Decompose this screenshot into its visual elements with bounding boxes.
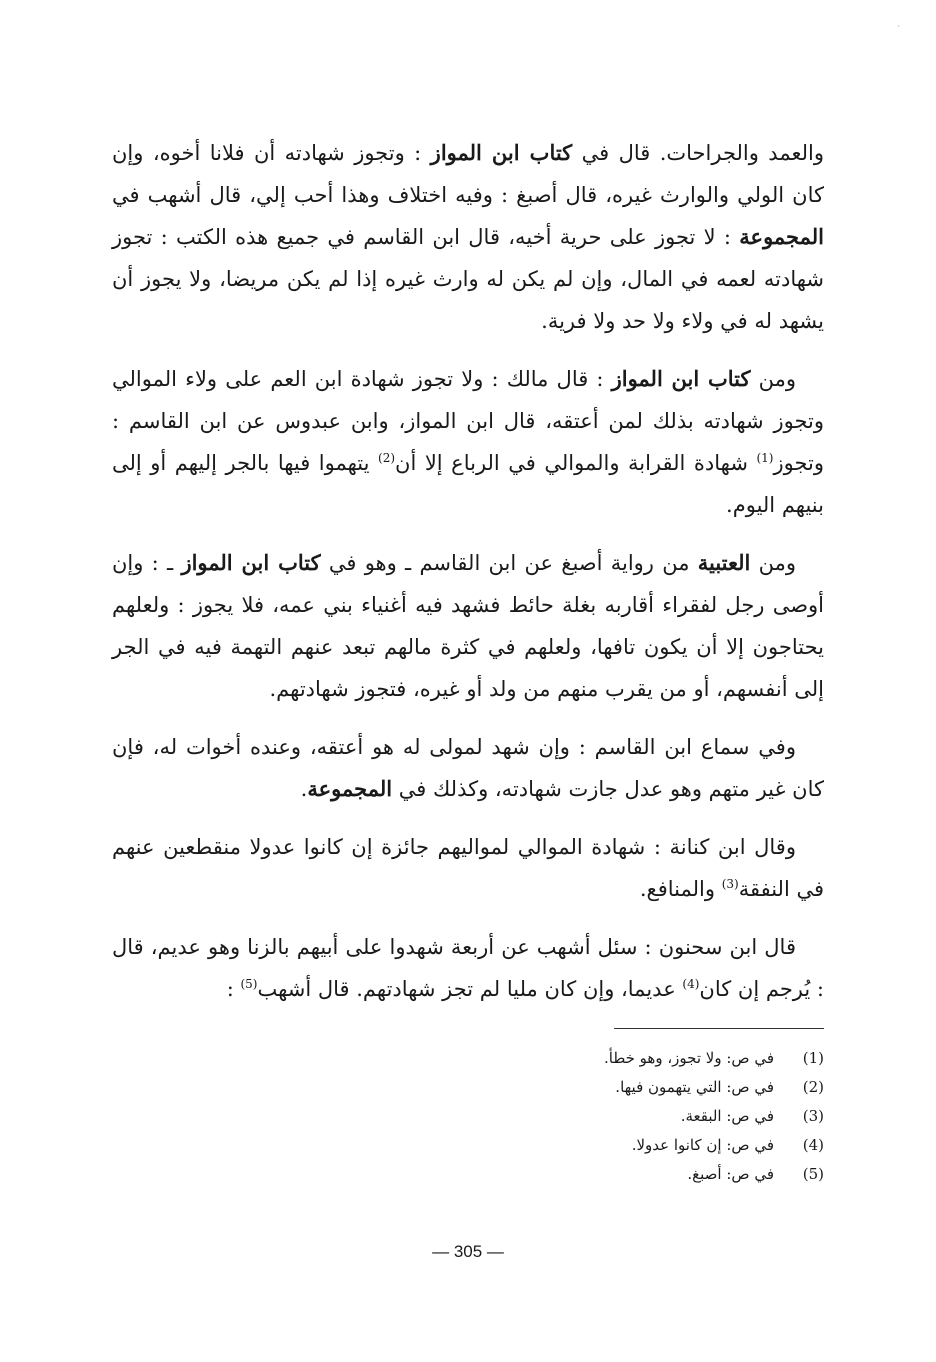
footnote [200,1131,824,1160]
footnote-text: في ص: التي يتهمون فيها. [615,1078,774,1096]
text-segment: يتهموا فيها بالجر إليهم أو إلى بنيهم اليوم. [112,451,824,517]
footnote [200,1044,824,1073]
text-segment: من رواية أصبغ عن ابن القاسم ـ وهو في [320,551,698,575]
page-number: — 305 — [432,1242,504,1261]
bold-title: العتبية [697,550,751,575]
text-segment: : لا تجوز على حرية أخيه، قال ابن القاسم في جميع هذه الكتب : تجوز شهادته لعمه في المال، وإن لم يكن له وارث غيره إذا لم يكن مريضا، ولا يجوز أن يشهد له في ولاء ولا حد ولا فرية. [112,225,824,333]
paragraph [112,358,824,526]
paragraph [112,542,824,710]
footnote-number: (5) [802,1165,824,1183]
text-segment: ـ : وإن أوصى رجل لفقراء أقاربه بغلة حائط فشهد فيه أغنياء بني عمه، فلا يجوز : ولعلهم يحتاجون إلا أن يكون تافها، ولعلهم في كثرة مالهم تبعد عنهم التهمة فيه في الجر إلى أنفسهم، أو من يقرب منهم من ولد أو غيره، فتجوز شهادتهم. [112,551,824,701]
footnote-number: (4) [802,1136,824,1154]
text-segment: . [300,777,308,801]
bold-title: المجموعة [307,776,393,801]
paragraph [112,926,824,1010]
footnote-text: في ص: البقعة. [680,1107,774,1125]
footnote-ref: (4) [682,977,700,991]
footnote-number: (3) [802,1107,824,1125]
footnote-ref: (3) [721,877,739,891]
footnote [200,1160,824,1189]
text-segment: قال ابن سحنون : سئل أشهب عن أربعة شهدوا على أبيهم بالزنا وهو عديم، قال : يُرجم إن كان [112,935,824,1001]
bold-title: كتاب ابن المواز [611,366,751,391]
bold-title: المجموعة [739,224,824,249]
text-segment: وقال ابن كنانة : شهادة الموالي لمواليهم جائزة إن كانوا عدولا منقطعين عنهم في النفقة [112,835,824,901]
footnote-separator [614,1028,824,1029]
text-segment: عديما، وإن كان مليا لم تجز شهادتهم. قال أشهب [257,977,683,1001]
bold-title: كتاب ابن المواز [181,550,321,575]
footnote [200,1073,824,1102]
bold-title: كتاب ابن المواز [430,140,573,165]
text-segment: ومن [750,367,796,391]
text-segment: ومن [750,551,797,575]
text-segment: : قال مالك : ولا تجوز شهادة ابن العم على ولاء الموالي وتجوز شهادته بذلك لمن أعتقه، قال ابن المواز، وابن عبدوس عن ابن القاسم : وتجوز [112,367,824,475]
footnotes [200,1044,824,1189]
footnote-ref: (1) [756,451,774,465]
text-segment: والعمد والجراحات. قال في [572,141,824,165]
paragraph [112,826,824,910]
main-text [112,132,824,1026]
corner-mark: · [897,22,900,31]
text-segment: : وتجوز شهادته أن فلانا أخوه، وإن كان الولي والوارث غيره، قال أصبغ : وفيه اختلاف وهذا أحب إلي، قال أشهب في [112,141,824,207]
footnote-text: في ص: ولا تجوز، وهو خطأ. [603,1049,774,1067]
text-segment: والمنافع. [639,877,722,901]
footnote-ref: (2) [378,451,396,465]
footnote-ref: (5) [240,977,258,991]
paragraph [112,726,824,810]
text-segment: وفي سماع ابن القاسم : وإن شهد لمولى له هو أعتقه، وعنده أخوات له، فإن كان غير متهم وهو عدل جازت شهادته، وكذلك في [112,735,824,801]
paragraph [112,132,824,342]
footnote [200,1102,824,1131]
footnote-text: في ص: أصبغ. [687,1165,774,1183]
footnote-number: (1) [802,1049,824,1067]
footnote-number: (2) [802,1078,824,1096]
footnote-text: في ص: إن كانوا عدولا. [631,1136,774,1154]
text-segment: شهادة القرابة والموالي في الرباع إلا أن [395,451,757,475]
text-segment: : [226,977,241,1001]
